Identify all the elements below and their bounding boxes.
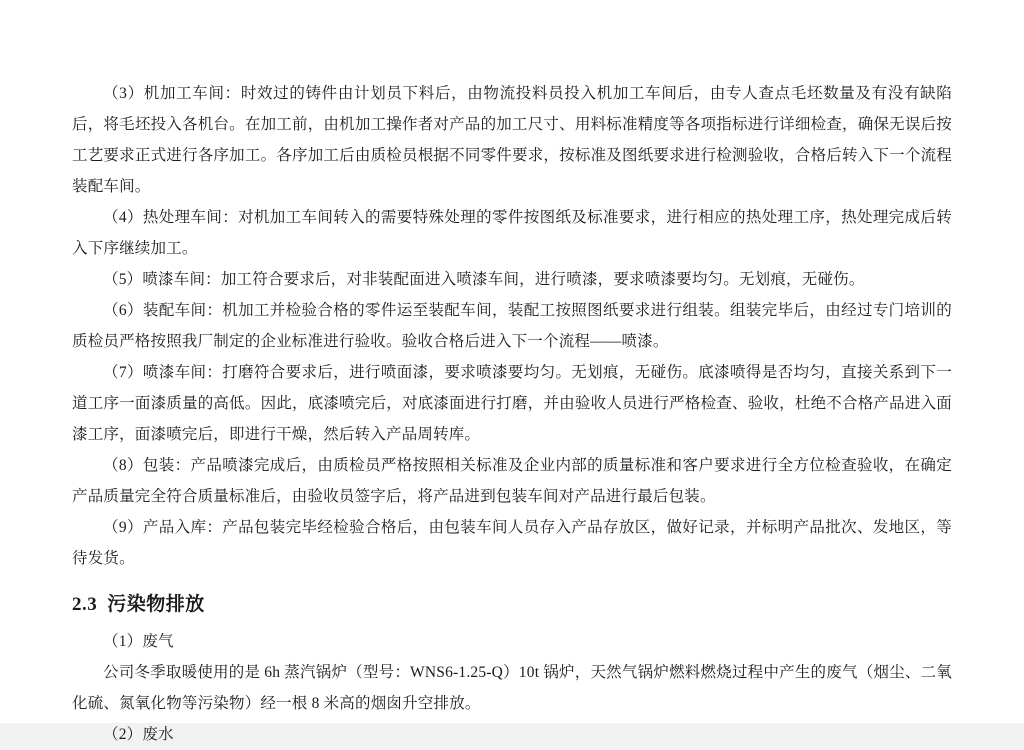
- paragraph-8: （8）包装：产品喷漆完成后，由质检员严格按照相关标准及企业内部的质量标准和客户要求进行全方位检查验收，在确定产品质量完全符合质量标准后，由验收员签字后，将产品进到包装车间对产品进行最后包装。: [72, 457, 952, 505]
- document-body: [72, 78, 952, 750]
- paragraph-9: （9）产品入库：产品包装完毕经检验合格后，由包装车间人员存入产品存放区，做好记录，并标明产品批次、发地区，等待发货。: [72, 519, 952, 567]
- paragraph-3: （3）机加工车间：时效过的铸件由计划员下料后，由物流投料员投入机加工车间后，由专人查点毛坯数量及有没有缺陷后，将毛坯投入各机台。在加工前，由机加工操作者对产品的加工尺寸、用料标准精度等各项指标进行详细检查，确保无误后按工艺要求正式进行各序加工。各序加工后由质检员根据不同零件要求，按标准及图纸要求进行检测验收，合格后转入下一个流程装配车间。: [72, 85, 952, 195]
- paragraph-4: （4）热处理车间：对机加工车间转入的需要特殊处理的零件按图纸及标准要求，进行相应的热处理工序，热处理完成后转入下序继续加工。: [72, 209, 952, 257]
- section-paragraph-3: （2）废水: [103, 726, 174, 743]
- paragraph-5: （5）喷漆车间：加工符合要求后，对非装配面进入喷漆车间，进行喷漆，要求喷漆要均匀。无划痕，无碰伤。: [103, 271, 865, 288]
- section-heading-title: 污染物排放: [107, 594, 205, 615]
- paragraph-7: （7）喷漆车间：打磨符合要求后，进行喷面漆，要求喷漆要均匀。无划痕，无碰伤。底漆喷得是否均匀，直接关系到下一道工序一面漆质量的高低。因此，底漆喷完后，对底漆面进行打磨，并由验收人员进行严格检查、验收，杜绝不合格产品进入面漆工序，面漆喷完后，即进行干燥，然后转入产品周转库。: [72, 364, 952, 443]
- section-heading: [72, 588, 952, 622]
- section-paragraph-2: 公司冬季取暖使用的是 6h 蒸汽锅炉（型号：WNS6-1.25-Q）10t 锅炉，天然气锅炉燃料燃烧过程中产生的废气（烟尘、二氧化硫、氮氧化物等污染物）经一根 8 米高的烟囱升空排放。: [72, 664, 952, 712]
- section-heading-number: 2.3: [72, 594, 98, 615]
- section-paragraph-1: （1）废气: [103, 633, 174, 650]
- paragraph-6: （6）装配车间：机加工并检验合格的零件运至装配车间，装配工按照图纸要求进行组装。组装完毕后，由经过专门培训的质检员严格按照我厂制定的企业标准进行验收。验收合格后进入下一个流程——喷漆。: [72, 302, 952, 350]
